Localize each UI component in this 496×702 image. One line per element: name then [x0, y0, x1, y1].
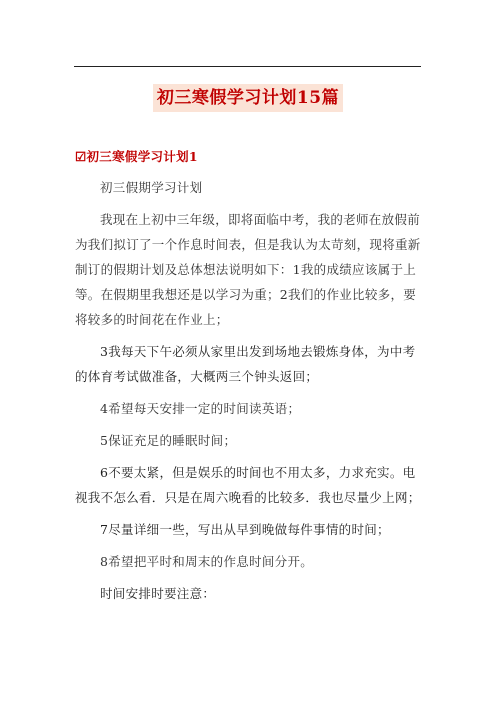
title-container: [0, 84, 496, 112]
header-rule: [74, 66, 421, 67]
paragraph: 5保证充足的睡眠时间；: [100, 433, 237, 448]
document-title: 初三寒假学习计划15篇: [153, 84, 343, 112]
paragraph: 6不要太紧，但是娱乐的时间也不用太多，力求充实。电视我不怎么看．只是在周六晚看的比较多．我也尽量少上网；: [75, 465, 421, 505]
paragraph: 我现在上初中三年级，即将面临中考，我的老师在放假前为我们拟订了一个作息时间表，但是我认为太苛刻，现将重新制订的假期计划及总体想法说明如下：1我的成绩应该属于上等。在假期里我想还是以学习为重；2我们的作业比较多，要将较多的时间花在作业上；: [75, 212, 421, 327]
paragraph: 4希望每天安排一定的时间读英语；: [100, 401, 301, 416]
paragraph-subtitle: 初三假期学习计划: [100, 180, 203, 195]
document-body: [75, 175, 422, 613]
paragraph: 3我每天下午必须从家里出发到场地去锻炼身体，为中考的体育考试做准备，大概两三个钟头返回；: [75, 344, 416, 384]
section-heading: ☑初三寒假学习计划1: [75, 149, 198, 164]
paragraph: 时间安排时要注意：: [100, 586, 216, 601]
paragraph: 7尽量详细一些，写出从早到晚做每件事情的时间；: [100, 522, 390, 537]
paragraph: 8希望把平时和周末的作息时间分开。: [100, 554, 314, 569]
